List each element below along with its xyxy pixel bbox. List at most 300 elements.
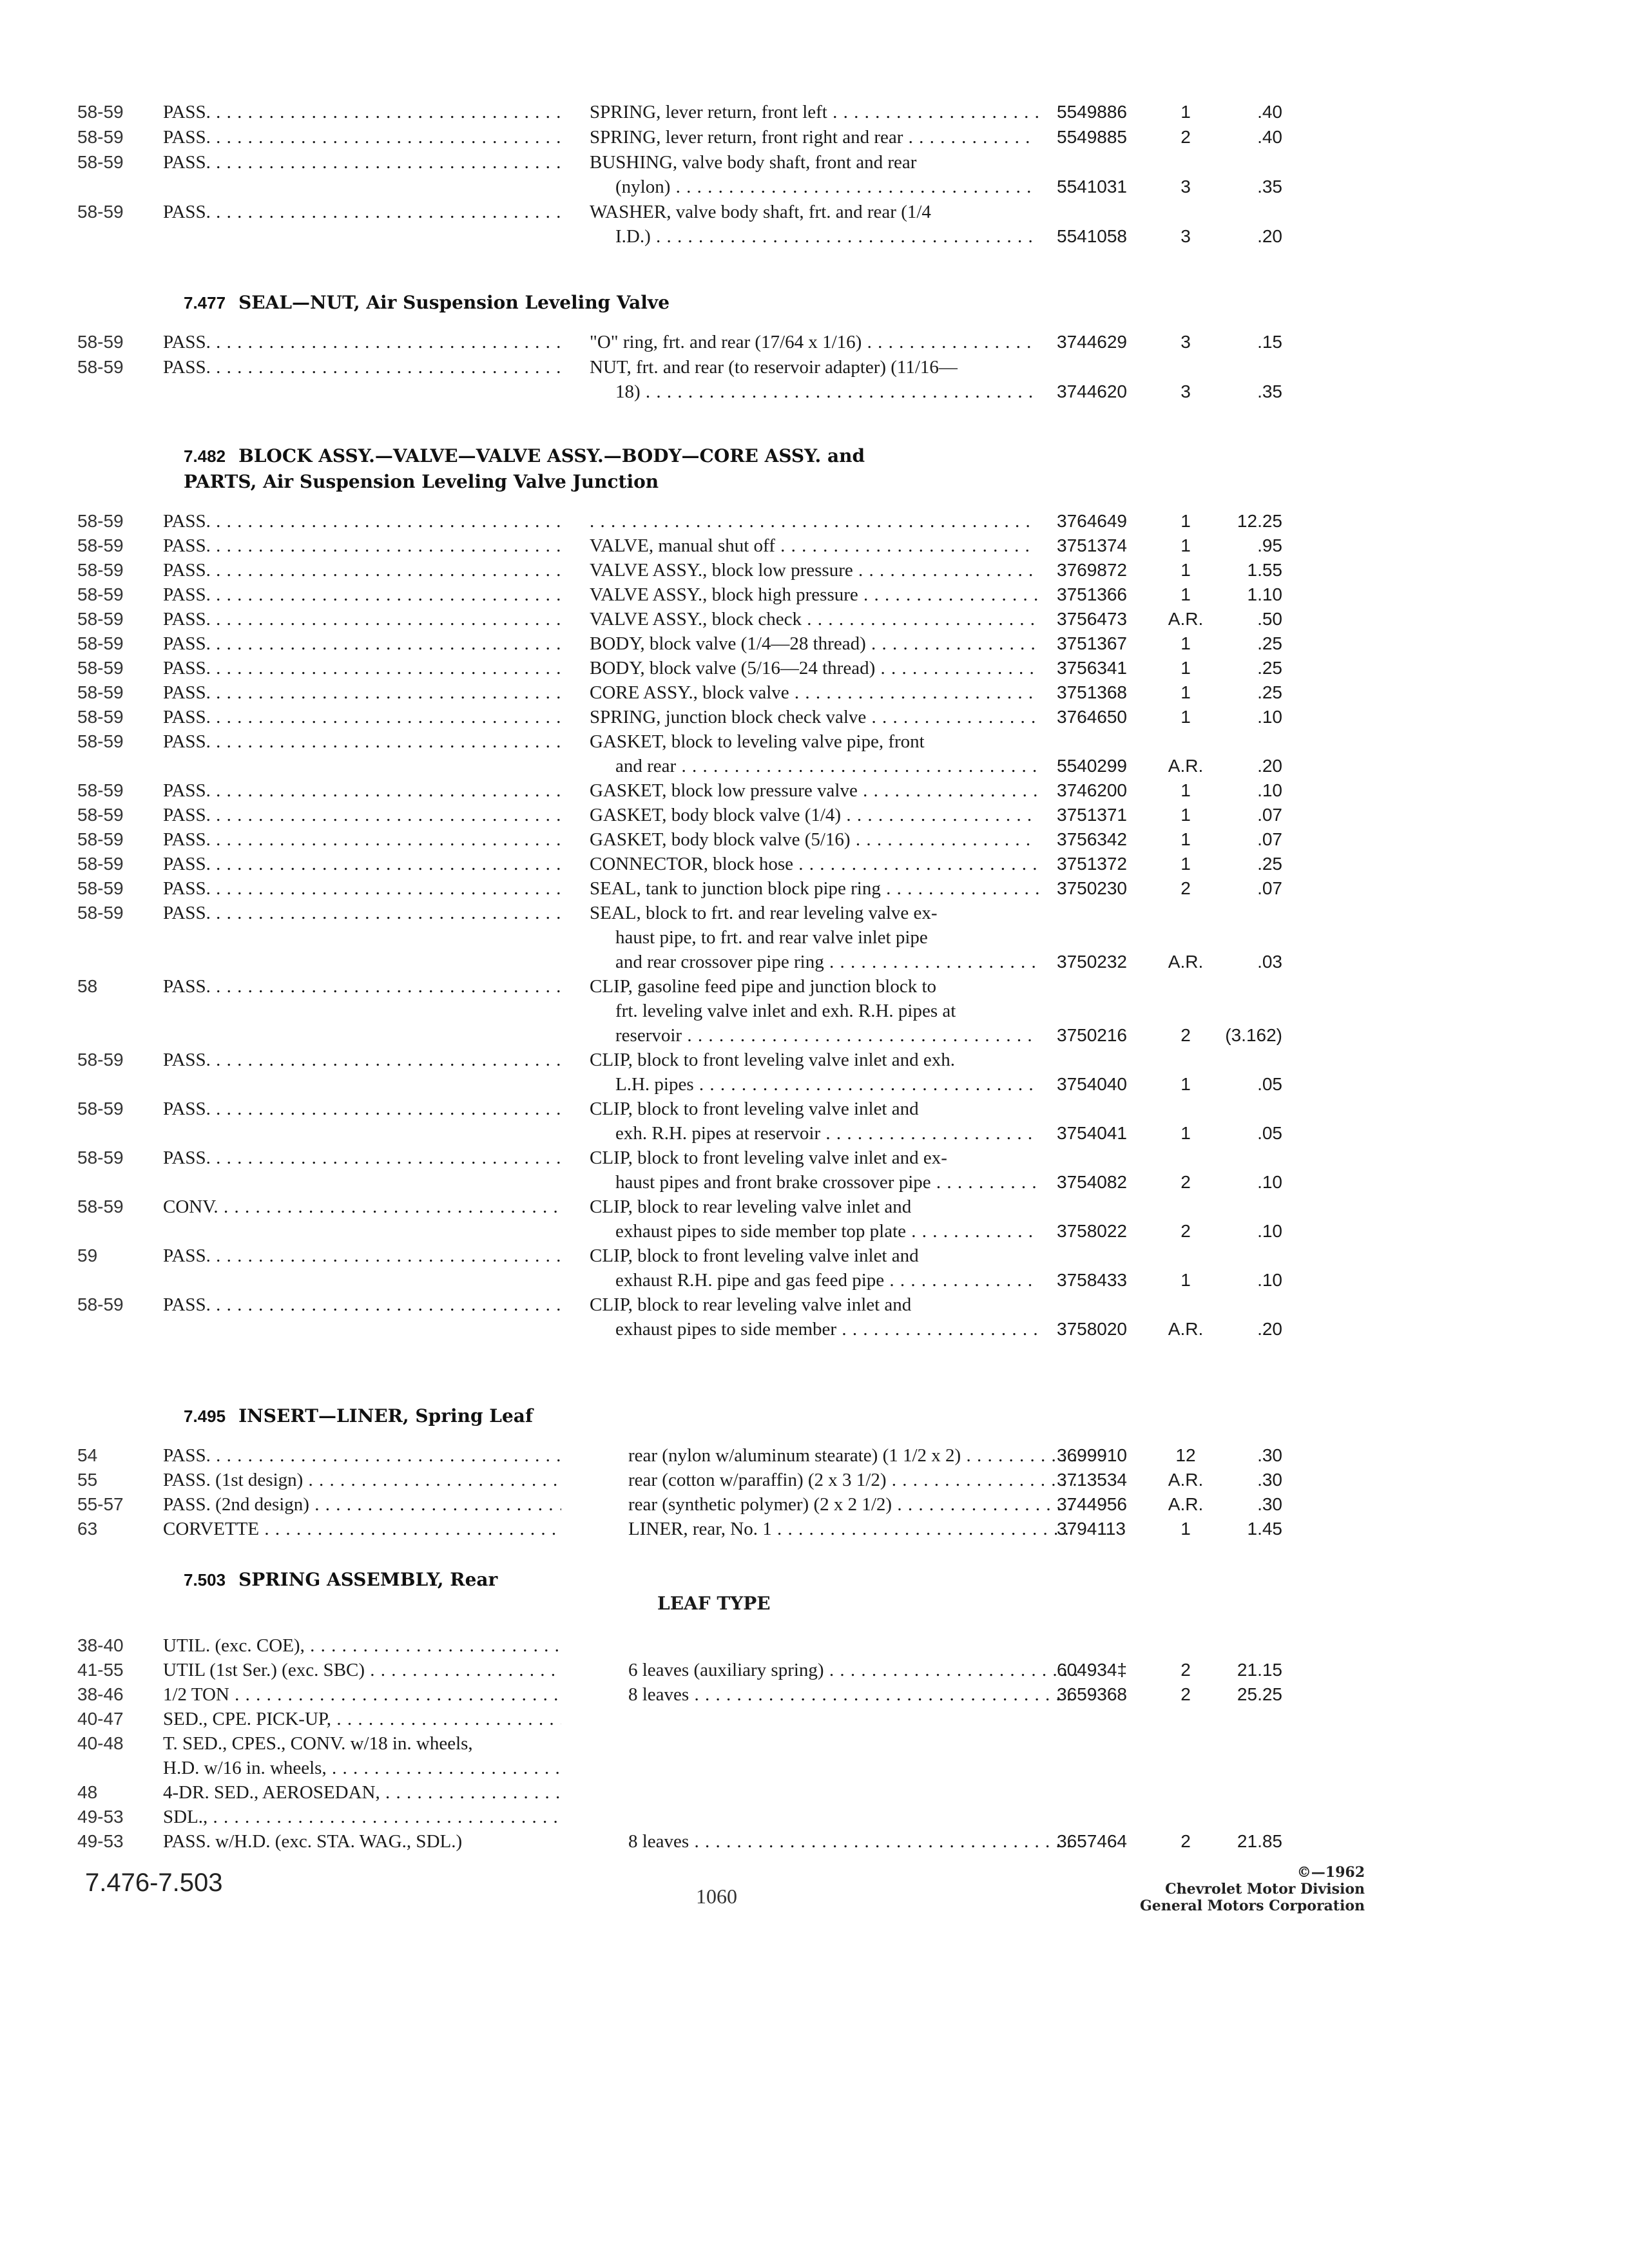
- part-number: 3750232: [1057, 952, 1128, 972]
- section-header: [184, 1567, 497, 1593]
- row-years: 58-59: [77, 127, 124, 147]
- price: .20: [1257, 226, 1282, 246]
- row-years: 58-59: [77, 357, 124, 377]
- table-row: [0, 1682, 1629, 1707]
- quantity: A.R.: [1168, 756, 1204, 776]
- table-row: [0, 680, 1629, 705]
- table-row: [0, 558, 1629, 582]
- row-model: PASS. . . .: [163, 1097, 561, 1121]
- table-row: [0, 803, 1629, 827]
- row-years: 58-59: [77, 535, 124, 555]
- part-number: 3754041: [1057, 1123, 1128, 1143]
- row-model: PASS. (2nd design) . . .: [163, 1492, 561, 1517]
- quantity: 2: [1181, 1025, 1191, 1045]
- quantity: 3: [1181, 177, 1191, 197]
- table-row: [0, 509, 1629, 533]
- row-description: [590, 827, 1041, 852]
- description-line: GASKET, body block valve (1/4) . . .: [590, 803, 1041, 827]
- row-description: [590, 355, 1041, 404]
- part-number: 5541031: [1057, 177, 1128, 197]
- price: .10: [1257, 1172, 1282, 1192]
- price: .07: [1257, 878, 1282, 898]
- row-model: PASS. . . .: [163, 631, 561, 656]
- part-number: 3758433: [1057, 1270, 1128, 1290]
- section-number: 7.503: [184, 1570, 226, 1590]
- price: .30: [1257, 1470, 1282, 1490]
- quantity: 1: [1181, 829, 1191, 849]
- table-row: [0, 974, 1629, 1048]
- quantity: A.R.: [1168, 609, 1204, 629]
- row-years: 55: [77, 1470, 98, 1490]
- table-row: [0, 607, 1629, 631]
- part-number: 3751374: [1057, 535, 1128, 555]
- price: .10: [1257, 707, 1282, 727]
- description-line: [628, 1707, 1079, 1731]
- table-row: [0, 1658, 1629, 1682]
- row-years: 59: [77, 1245, 98, 1265]
- description-line: rear (nylon w/aluminum stearate) (1 1/2 x 2) . . .: [628, 1443, 1079, 1468]
- part-number: 3744629: [1057, 332, 1128, 352]
- part-number: 5549885: [1057, 127, 1128, 147]
- row-years: 58-59: [77, 682, 124, 702]
- table-row: [0, 1097, 1629, 1146]
- table-row: [0, 1468, 1629, 1492]
- row-years: 58-59: [77, 609, 124, 629]
- row-description: [590, 533, 1041, 558]
- part-number: 5541058: [1057, 226, 1128, 246]
- quantity: 1: [1181, 682, 1191, 702]
- copyright: ©—1962: [1296, 1864, 1365, 1881]
- row-description: [628, 1658, 1079, 1682]
- leaf-type-subheader: LEAF TYPE: [657, 1593, 771, 1614]
- table-row: [0, 778, 1629, 803]
- row-model: H.D. w/16 in. wheels, . . .: [163, 1756, 561, 1780]
- table-row: [0, 1492, 1629, 1517]
- part-number: 3746200: [1057, 780, 1128, 800]
- row-years: 41-55: [77, 1660, 124, 1680]
- row-model: PASS. . . .: [163, 852, 561, 876]
- row-model: PASS. . . .: [163, 150, 561, 175]
- row-years: 63: [77, 1519, 98, 1539]
- table-row: [0, 1517, 1629, 1541]
- row-description: [590, 680, 1041, 705]
- row-years: 58-59: [77, 878, 124, 898]
- table-row: [0, 1780, 1629, 1805]
- row-years: 58-59: [77, 1148, 124, 1168]
- table-row: [0, 355, 1629, 404]
- part-number: 3751371: [1057, 805, 1128, 825]
- row-model: PASS. . . .: [163, 680, 561, 705]
- description-line: CLIP, block to rear leveling valve inlet and: [590, 1294, 912, 1315]
- description-line: CLIP, block to front leveling valve inlet and: [590, 1099, 919, 1119]
- quantity: 1: [1181, 1123, 1191, 1143]
- price: 21.85: [1237, 1831, 1282, 1851]
- row-description: [628, 1731, 1079, 1756]
- part-number: 3794113: [1057, 1519, 1126, 1539]
- row-years: 58-59: [77, 731, 124, 751]
- part-number: 3758020: [1057, 1319, 1128, 1339]
- row-years: 58-59: [77, 1050, 124, 1070]
- description-line: BODY, block valve (5/16—24 thread) . . .: [590, 656, 1041, 680]
- row-years: 48: [77, 1782, 98, 1802]
- price: .03: [1257, 952, 1282, 972]
- description-line: haust pipe, to frt. and rear valve inlet pipe: [615, 927, 928, 948]
- row-model: PASS. . . .: [163, 582, 561, 607]
- quantity: 2: [1181, 1172, 1191, 1192]
- quantity: 1: [1181, 511, 1191, 531]
- price: .25: [1257, 854, 1282, 874]
- description-line: 8 leaves . . .: [628, 1682, 1079, 1707]
- table-row: [0, 1146, 1629, 1195]
- row-model: SED., CPE. PICK-UP, . . .: [163, 1707, 561, 1731]
- table-row: [0, 705, 1629, 729]
- description-line: SEAL, block to frt. and rear leveling valve ex-: [590, 903, 938, 923]
- part-number: 3750230: [1057, 878, 1128, 898]
- quantity: 1: [1181, 854, 1191, 874]
- description-line: BUSHING, valve body shaft, front and rear: [590, 152, 917, 173]
- description-line: [590, 509, 1041, 533]
- description-line: exh. R.H. pipes at reservoir . . .: [590, 1121, 1041, 1146]
- row-years: 58: [77, 976, 98, 996]
- page-number: 1060: [696, 1885, 737, 1908]
- row-description: [628, 1468, 1079, 1492]
- section-number: 7.495: [184, 1407, 226, 1426]
- description-line: SPRING, lever return, front left . . .: [590, 100, 1041, 124]
- part-number: 3764649: [1057, 511, 1128, 531]
- part-number: 3744956: [1057, 1494, 1128, 1514]
- price: .30: [1257, 1494, 1282, 1514]
- price: .35: [1257, 177, 1282, 197]
- description-line: VALVE ASSY., block low pressure . . .: [590, 558, 1041, 582]
- part-number: 3744620: [1057, 381, 1128, 401]
- description-line: WASHER, valve body shaft, frt. and rear (1/4: [590, 202, 931, 222]
- row-years: 40-47: [77, 1709, 124, 1729]
- row-model: PASS. w/H.D. (exc. STA. WAG., SDL.): [163, 1831, 463, 1852]
- price: 25.25: [1237, 1684, 1282, 1704]
- part-number: 3657464: [1057, 1831, 1128, 1851]
- price: .25: [1257, 633, 1282, 653]
- row-years: 58-59: [77, 102, 124, 122]
- row-model: PASS. . . .: [163, 1146, 561, 1170]
- row-years: 58-59: [77, 633, 124, 653]
- row-description: [628, 1780, 1079, 1805]
- quantity: 1: [1181, 535, 1191, 555]
- table-row: [0, 729, 1629, 778]
- row-model: UTIL. (exc. COE), . . .: [163, 1633, 561, 1658]
- part-number: 3751368: [1057, 682, 1128, 702]
- quantity: A.R.: [1168, 1470, 1204, 1490]
- description-line: CLIP, block to rear leveling valve inlet and: [590, 1196, 912, 1217]
- row-description: [628, 1633, 1079, 1658]
- row-description: [628, 1517, 1079, 1541]
- part-number: 3756342: [1057, 829, 1128, 849]
- row-description: [590, 778, 1041, 803]
- row-description: [590, 200, 1041, 249]
- row-description: [590, 901, 1041, 974]
- description-line: [628, 1633, 1079, 1658]
- description-line: VALVE ASSY., block high pressure . . .: [590, 582, 1041, 607]
- table-row: [0, 125, 1629, 149]
- row-description: [590, 631, 1041, 656]
- quantity: A.R.: [1168, 1494, 1204, 1514]
- description-line: [628, 1780, 1079, 1805]
- row-model: PASS. . . .: [163, 901, 561, 925]
- row-years: 38-46: [77, 1684, 124, 1704]
- price: .20: [1257, 1319, 1282, 1339]
- part-number: 3754082: [1057, 1172, 1128, 1192]
- row-model: CORVETTE . . .: [163, 1517, 561, 1541]
- quantity: 2: [1181, 1660, 1191, 1680]
- description-line: CLIP, block to front leveling valve inlet and exh.: [590, 1050, 955, 1070]
- description-line: VALVE, manual shut off . . .: [590, 533, 1041, 558]
- row-description: [590, 1048, 1041, 1097]
- row-description: [590, 1097, 1041, 1146]
- row-years: 58-59: [77, 202, 124, 222]
- row-years: 38-40: [77, 1635, 124, 1655]
- part-number: 5549886: [1057, 102, 1128, 122]
- quantity: 1: [1181, 584, 1191, 604]
- quantity: 1: [1181, 1270, 1191, 1290]
- table-row: [0, 330, 1629, 354]
- row-description: [590, 607, 1041, 631]
- quantity: 2: [1181, 1684, 1191, 1704]
- row-model: PASS. . . .: [163, 509, 561, 533]
- description-line: rear (synthetic polymer) (2 x 2 1/2) . . .: [628, 1492, 1079, 1517]
- table-row: [0, 656, 1629, 680]
- description-line: CONNECTOR, block hose . . .: [590, 852, 1041, 876]
- price: .40: [1257, 102, 1282, 122]
- section-number: 7.477: [184, 293, 226, 312]
- quantity: 2: [1181, 127, 1191, 147]
- price: .10: [1257, 1221, 1282, 1241]
- description-line: CLIP, gasoline feed pipe and junction block to: [590, 976, 937, 997]
- price: 1.10: [1247, 584, 1282, 604]
- quantity: 1: [1181, 707, 1191, 727]
- row-description: [590, 582, 1041, 607]
- description-line: and rear . . .: [590, 754, 1041, 778]
- row-years: 49-53: [77, 1831, 124, 1851]
- row-model: 4-DR. SED., AEROSEDAN, . . .: [163, 1780, 561, 1805]
- description-line: rear (cotton w/paraffin) (2 x 3 1/2) . . .: [628, 1468, 1079, 1492]
- table-row: [0, 1805, 1629, 1829]
- part-number: 3754040: [1057, 1074, 1128, 1094]
- description-line: [628, 1756, 1079, 1780]
- row-model: PASS. . . .: [163, 729, 561, 754]
- row-years: 54: [77, 1445, 98, 1465]
- description-line: (nylon) . . .: [590, 175, 1041, 199]
- description-line: 6 leaves (auxiliary spring) . . .: [628, 1658, 1079, 1682]
- row-model: PASS. . . .: [163, 100, 561, 124]
- quantity: 1: [1181, 1074, 1191, 1094]
- part-number: 3751366: [1057, 584, 1128, 604]
- row-years: 58-59: [77, 780, 124, 800]
- row-model: T. SED., CPES., CONV. w/18 in. wheels,: [163, 1733, 473, 1754]
- price: .10: [1257, 1270, 1282, 1290]
- price: .15: [1257, 332, 1282, 352]
- row-model: PASS. . . .: [163, 876, 561, 901]
- table-row: [0, 533, 1629, 558]
- description-line: GASKET, block to leveling valve pipe, front: [590, 731, 925, 752]
- row-model: PASS. . . .: [163, 533, 561, 558]
- description-line: SPRING, junction block check valve . . .: [590, 705, 1041, 729]
- description-line: exhaust R.H. pipe and gas feed pipe . . .: [590, 1268, 1041, 1293]
- table-row: [0, 1731, 1629, 1756]
- row-model: PASS. (1st design) . . .: [163, 1468, 561, 1492]
- row-description: [628, 1682, 1079, 1707]
- division-name: Chevrolet Motor Division: [1165, 1881, 1365, 1898]
- row-years: 58-59: [77, 707, 124, 727]
- description-line: CLIP, block to front leveling valve inlet and: [590, 1245, 919, 1266]
- row-description: [590, 558, 1041, 582]
- row-model: PASS. . . .: [163, 803, 561, 827]
- row-description: [590, 852, 1041, 876]
- section-number: 7.482: [184, 447, 226, 466]
- row-years: 58-59: [77, 805, 124, 825]
- row-years: 58-59: [77, 560, 124, 580]
- row-description: [590, 705, 1041, 729]
- row-model: CONV. . . .: [163, 1195, 561, 1219]
- row-years: 58-59: [77, 854, 124, 874]
- row-description: [590, 876, 1041, 901]
- table-row: [0, 1756, 1629, 1780]
- part-number: 3750216: [1057, 1025, 1128, 1045]
- row-description: [628, 1492, 1079, 1517]
- row-years: 58-59: [77, 152, 124, 172]
- table-row: [0, 150, 1629, 199]
- part-number: 3769872: [1057, 560, 1128, 580]
- row-years: 58-59: [77, 511, 124, 531]
- section-title: INSERT—LINER, Spring Leaf: [238, 1405, 533, 1427]
- row-model: PASS. . . .: [163, 607, 561, 631]
- row-model: PASS. . . .: [163, 355, 561, 380]
- row-model: SDL., . . .: [163, 1805, 561, 1829]
- description-line: SPRING, lever return, front right and rear . . .: [590, 125, 1041, 149]
- row-description: [590, 125, 1041, 149]
- table-row: [0, 100, 1629, 124]
- row-model: UTIL (1st Ser.) (exc. SBC) . . .: [163, 1658, 561, 1682]
- section-header: [184, 290, 670, 316]
- row-model: PASS. . . .: [163, 125, 561, 149]
- quantity: 3: [1181, 381, 1191, 401]
- row-model: PASS. . . .: [163, 1443, 561, 1468]
- description-line: LINER, rear, No. 1 . . .: [628, 1517, 1079, 1541]
- part-number: 3764650: [1057, 707, 1128, 727]
- price: .07: [1257, 829, 1282, 849]
- quantity: A.R.: [1168, 952, 1204, 972]
- part-number: 604934‡: [1057, 1660, 1128, 1680]
- row-description: [590, 729, 1041, 778]
- description-line: haust pipes and front brake crossover pipe . . .: [590, 1170, 1041, 1195]
- description-line: "O" ring, frt. and rear (17/64 x 1/16) . . .: [590, 330, 1041, 354]
- table-row: [0, 827, 1629, 852]
- description-line: frt. leveling valve inlet and exh. R.H. pipes at: [615, 1001, 956, 1021]
- section-header-cont: PARTS, Air Suspension Leveling Valve Junction: [184, 471, 659, 492]
- section-title: SPRING ASSEMBLY, Rear: [238, 1569, 498, 1590]
- row-description: [628, 1443, 1079, 1468]
- table-row: [0, 1707, 1629, 1731]
- quantity: 2: [1181, 878, 1191, 898]
- row-description: [590, 1146, 1041, 1195]
- row-description: [590, 509, 1041, 533]
- price: .50: [1257, 609, 1282, 629]
- row-model: PASS. . . .: [163, 330, 561, 354]
- row-model: 1/2 TON . . .: [163, 1682, 561, 1707]
- row-years: 58-59: [77, 658, 124, 678]
- table-row: [0, 1443, 1629, 1468]
- price: .25: [1257, 658, 1282, 678]
- price: .35: [1257, 381, 1282, 401]
- description-line: GASKET, block low pressure valve . . .: [590, 778, 1041, 803]
- part-number: 3751372: [1057, 854, 1128, 874]
- row-description: [628, 1829, 1079, 1854]
- price: .25: [1257, 682, 1282, 702]
- section-title: BLOCK ASSY.—VALVE—VALVE ASSY.—BODY—CORE ASSY. and: [238, 445, 865, 466]
- row-years: 58-59: [77, 1099, 124, 1119]
- section-header: [184, 1403, 533, 1429]
- row-description: [590, 330, 1041, 354]
- row-description: [590, 1195, 1041, 1244]
- price: .40: [1257, 127, 1282, 147]
- section-title: SEAL—NUT, Air Suspension Leveling Valve: [238, 292, 670, 313]
- quantity: 2: [1181, 1221, 1191, 1241]
- row-years: 58-59: [77, 1294, 124, 1314]
- table-row: [0, 901, 1629, 974]
- description-line: CORE ASSY., block valve . . .: [590, 680, 1041, 705]
- price: .10: [1257, 780, 1282, 800]
- quantity: 12: [1175, 1445, 1196, 1465]
- row-model: PASS. . . .: [163, 827, 561, 852]
- table-row: [0, 1829, 1629, 1854]
- description-line: exhaust pipes to side member . . .: [590, 1317, 1041, 1341]
- description-line: [628, 1805, 1079, 1829]
- section-range: 7.476-7.503: [85, 1869, 223, 1897]
- publisher-block: [1140, 1864, 1365, 1914]
- row-years: 55-57: [77, 1494, 124, 1514]
- row-model: PASS. . . .: [163, 778, 561, 803]
- row-description: [628, 1756, 1079, 1780]
- table-row: [0, 1195, 1629, 1244]
- row-description: [590, 1244, 1041, 1293]
- row-model: PASS. . . .: [163, 1244, 561, 1268]
- table-row: [0, 876, 1629, 901]
- row-model: PASS. . . .: [163, 200, 561, 224]
- quantity: 2: [1181, 1831, 1191, 1851]
- table-row: [0, 582, 1629, 607]
- description-line: BODY, block valve (1/4—28 thread) . . .: [590, 631, 1041, 656]
- description-line: reservoir . . .: [590, 1023, 1041, 1048]
- section-header: [184, 443, 865, 469]
- row-years: 58-59: [77, 829, 124, 849]
- quantity: 3: [1181, 332, 1191, 352]
- part-number: 3756473: [1057, 609, 1128, 629]
- price: (3.162): [1225, 1025, 1282, 1045]
- part-number: 3659368: [1057, 1684, 1128, 1704]
- table-row: [0, 631, 1629, 656]
- price: 12.25: [1237, 511, 1282, 531]
- quantity: 1: [1181, 560, 1191, 580]
- quantity: 1: [1181, 102, 1191, 122]
- description-line: L.H. pipes . . .: [590, 1072, 1041, 1097]
- description-line: I.D.) . . .: [590, 224, 1041, 249]
- description-line: and rear crossover pipe ring . . .: [590, 950, 1041, 974]
- part-number: 3713534: [1057, 1470, 1128, 1490]
- row-description: [590, 656, 1041, 680]
- quantity: 1: [1181, 805, 1191, 825]
- row-years: 40-48: [77, 1733, 124, 1753]
- row-model: PASS. . . .: [163, 656, 561, 680]
- description-line: 18) . . .: [590, 380, 1041, 404]
- row-years: 49-53: [77, 1807, 124, 1827]
